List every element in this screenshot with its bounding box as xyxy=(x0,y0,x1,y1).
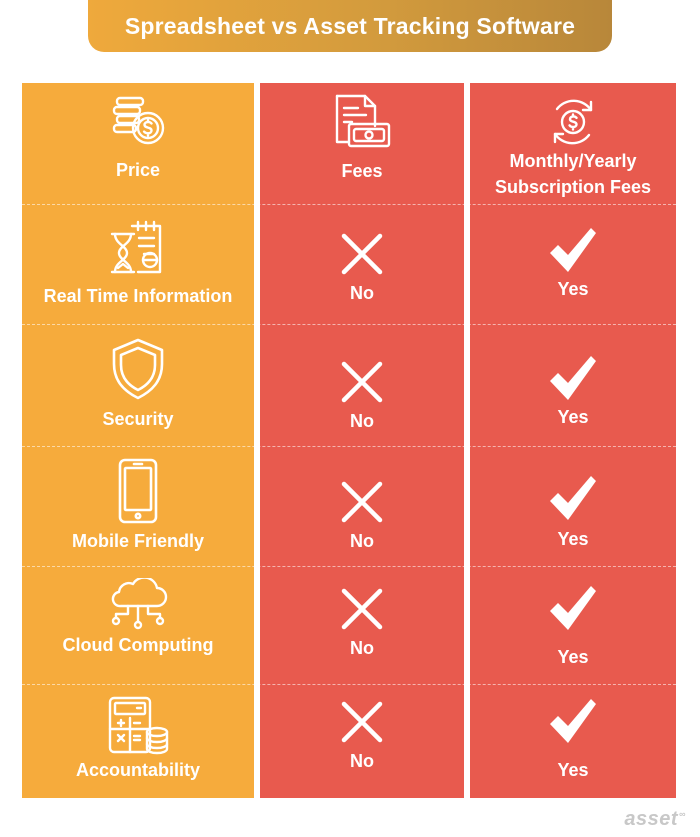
spreadsheet-cell-accountability xyxy=(260,700,464,774)
software-value: Monthly/Yearly Subscription Fees xyxy=(494,151,652,197)
invoice-bill-icon xyxy=(331,94,393,150)
criterion-cell-real-time-information xyxy=(22,220,254,309)
software-cell-security xyxy=(470,354,676,430)
criterion-label: Price xyxy=(115,160,161,180)
spreadsheet-value: No xyxy=(350,531,374,551)
spreadsheet-value: No xyxy=(350,411,374,431)
criterion-label: Mobile Friendly xyxy=(71,531,204,551)
row-divider xyxy=(22,204,676,205)
software-cell-mobile-friendly xyxy=(470,474,676,552)
criterion-cell-price xyxy=(22,94,254,183)
title-banner xyxy=(88,0,612,52)
criterion-cell-security xyxy=(22,338,254,432)
software-cell-real-time-information xyxy=(470,226,676,302)
cloud-network-icon xyxy=(107,578,169,630)
criterion-label: Cloud Computing xyxy=(62,635,214,655)
row-divider xyxy=(22,566,676,567)
cross-icon xyxy=(340,232,384,276)
criterion-cell-cloud-computing xyxy=(22,578,254,658)
criterion-cell-mobile-friendly xyxy=(22,458,254,554)
spreadsheet-cell-mobile-friendly xyxy=(260,480,464,554)
row-divider xyxy=(22,446,676,447)
brand-watermark xyxy=(624,808,686,831)
software-cell-cloud-computing xyxy=(470,584,676,670)
smartphone-icon xyxy=(118,458,158,524)
spreadsheet-value: No xyxy=(350,751,374,771)
checkmark-icon xyxy=(549,584,597,632)
cross-icon xyxy=(340,700,384,744)
software-value: Yes xyxy=(557,647,589,667)
software-cell-price xyxy=(470,96,676,200)
watermark-mark: ∞ xyxy=(679,809,686,820)
criterion-cell-accountability xyxy=(22,696,254,783)
cross-icon xyxy=(340,360,384,404)
checkmark-icon xyxy=(549,474,597,522)
criteria-column xyxy=(22,83,254,798)
software-value: Yes xyxy=(557,760,589,780)
spreadsheet-value: Fees xyxy=(341,161,383,181)
cross-icon xyxy=(340,480,384,524)
row-divider xyxy=(22,324,676,325)
spreadsheet-column xyxy=(260,83,464,798)
hourglass-clipboard-icon xyxy=(108,220,168,276)
page-title: Spreadsheet vs Asset Tracking Software xyxy=(124,12,576,39)
software-cell-accountability xyxy=(470,697,676,783)
watermark-text: asset xyxy=(624,808,679,830)
calculator-coins-icon xyxy=(107,696,169,756)
spreadsheet-cell-price xyxy=(260,94,464,184)
row-divider xyxy=(22,684,676,685)
criterion-label: Accountability xyxy=(75,760,200,780)
checkmark-icon xyxy=(549,354,597,402)
criterion-label: Real Time Information xyxy=(43,286,233,306)
spreadsheet-cell-cloud-computing xyxy=(260,587,464,661)
recurring-dollar-icon xyxy=(547,96,599,148)
checkmark-icon xyxy=(549,226,597,274)
spreadsheet-value: No xyxy=(350,283,374,303)
coins-dollar-icon xyxy=(111,94,165,148)
checkmark-icon xyxy=(549,697,597,745)
criterion-label: Security xyxy=(102,409,174,429)
spreadsheet-cell-real-time-information xyxy=(260,232,464,306)
software-value: Yes xyxy=(557,407,589,427)
software-value: Yes xyxy=(557,279,589,299)
cross-icon xyxy=(340,587,384,631)
spreadsheet-value: No xyxy=(350,638,374,658)
shield-icon xyxy=(110,338,166,400)
software-value: Yes xyxy=(557,529,589,549)
spreadsheet-cell-security xyxy=(260,360,464,434)
